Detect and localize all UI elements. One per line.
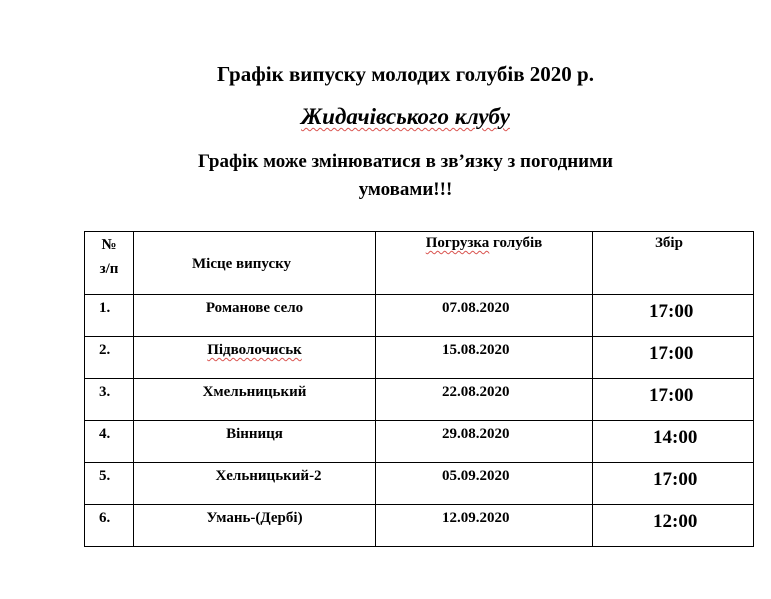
row-number: 4. (99, 426, 111, 442)
row-number: 1. (99, 300, 111, 316)
header-place-cell (134, 232, 376, 295)
table-row (85, 505, 754, 547)
header-place: Місце випуску (192, 256, 292, 272)
row-place: Романове село (205, 300, 304, 316)
club-name (20, 104, 771, 130)
row-number-cell (85, 505, 134, 547)
row-place-cell (134, 505, 376, 547)
row-time-cell (593, 379, 754, 421)
header-loading-rest: голубів (489, 235, 543, 251)
row-date: 15.08.2020 (442, 342, 510, 358)
row-date-cell (376, 295, 593, 337)
row-place-cell (134, 379, 376, 421)
row-place-cell (134, 421, 376, 463)
row-place (134, 337, 375, 359)
row-number-cell (85, 337, 134, 379)
row-time: 17:00 (649, 301, 694, 322)
row-date: 05.09.2020 (442, 468, 510, 484)
row-place: Умань-(Дербі) (206, 510, 303, 526)
row-number-cell (85, 295, 134, 337)
row-time-cell (593, 295, 754, 337)
release-schedule-table (84, 231, 754, 547)
row-number-cell (85, 463, 134, 505)
row-date-cell (376, 463, 593, 505)
club-name-text: Жидачівського клубу (301, 104, 510, 129)
header-number-symbol: № (101, 237, 117, 253)
header-number-cell (85, 232, 134, 295)
table-header-row (85, 232, 754, 295)
row-date: 07.08.2020 (442, 300, 510, 316)
row-place: Хмельницький (202, 384, 307, 400)
table-row (85, 463, 754, 505)
row-date: 29.08.2020 (442, 426, 510, 442)
row-number: 3. (99, 384, 111, 400)
row-date-cell (376, 337, 593, 379)
table-row (85, 421, 754, 463)
header-loading-word: Погрузка (425, 235, 490, 251)
row-time: 17:00 (649, 385, 694, 406)
row-date: 12.09.2020 (442, 510, 510, 526)
row-time-cell (593, 505, 754, 547)
table-row (85, 379, 754, 421)
row-time: 17:00 (649, 343, 694, 364)
row-place-cell (134, 463, 376, 505)
row-place-cell (134, 337, 376, 379)
weather-note-line-1: Графік може змінюватися в зв’язку з погодними (198, 151, 613, 172)
row-place: Вінниця (226, 426, 283, 442)
header-number-abbr: з/п (99, 261, 119, 277)
header-gathering: Збір (655, 235, 683, 251)
row-number: 6. (99, 510, 111, 526)
row-time: 14:00 (653, 427, 698, 448)
table-row (85, 337, 754, 379)
header-loading (376, 232, 592, 252)
row-number: 5. (99, 468, 111, 484)
weather-note-line-2: умовами!!! (358, 179, 453, 200)
row-number-cell (85, 379, 134, 421)
row-place-cell (134, 295, 376, 337)
row-time-cell (593, 421, 754, 463)
row-number: 2. (99, 342, 111, 358)
weather-note (20, 148, 771, 204)
row-time-cell (593, 463, 754, 505)
row-date: 22.08.2020 (442, 384, 510, 400)
document-title: Графік випуску молодих голубів 2020 р. (217, 62, 594, 86)
row-place: Хельницький-2 (215, 468, 322, 484)
row-date-cell (376, 421, 593, 463)
row-time-cell (593, 337, 754, 379)
row-number-cell (85, 421, 134, 463)
row-date-cell (376, 505, 593, 547)
table-row (85, 295, 754, 337)
row-date-cell (376, 379, 593, 421)
row-place-text: Підволочиськ (207, 342, 302, 358)
row-time: 12:00 (653, 511, 698, 532)
header-gathering-cell (593, 232, 754, 295)
header-loading-cell (376, 232, 593, 295)
row-time: 17:00 (653, 469, 698, 490)
